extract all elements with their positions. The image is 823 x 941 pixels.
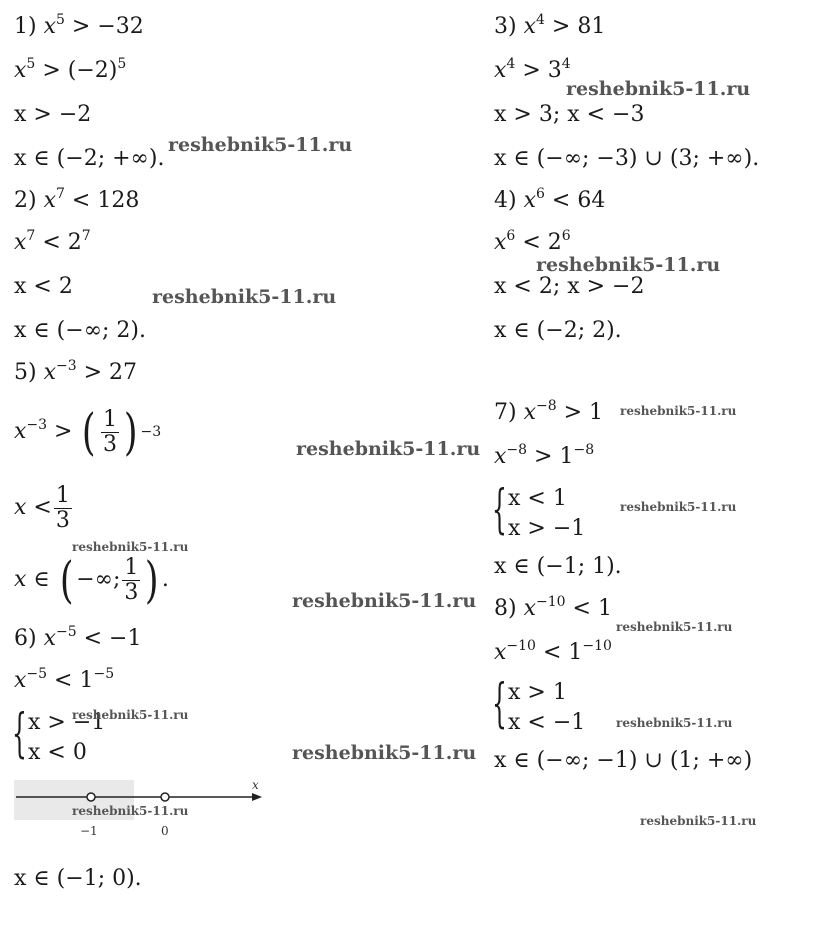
axis-var-label: x [252,778,259,792]
system-brace: { [492,480,507,540]
problem7-line2: $x^{-8} > 1^{-8}$ [494,442,595,469]
watermark: reshebnik5-11.ru [566,78,751,100]
problem2-answer: x ∈ (−∞; 2). [14,318,146,343]
problem1-line2: $x^5 > (-2)^5$ [14,56,127,83]
tick-label-b: 0 [161,824,169,838]
axis-arrow [252,793,262,801]
problem8-sys1: x > 1 [508,680,567,705]
fraction-numerator: 1 [55,482,70,508]
problem4-title: 4) $x^6 < 64$ [494,186,606,213]
problem7-answer: x ∈ (−1; 1). [494,554,622,579]
problem6-title: 6) $x^{-5} < -1$ [14,624,142,651]
watermark: reshebnik5-11.ru [640,814,757,828]
watermark: reshebnik5-11.ru [536,254,721,276]
problem4-line2: $x^6 < 2^6$ [494,228,571,255]
problem5-answer: x ∈ ( −∞; $\frac{1}{3}$ ) . [14,551,169,609]
watermark: reshebnik5-11.ru [72,708,189,722]
watermark: reshebnik5-11.ru [620,404,737,418]
system-brace: { [12,704,27,764]
problem7-sys1: x < 1 [508,486,567,511]
problem8-title: 8) $x^{-10} < 1$ [494,594,612,621]
fraction-numerator: 1 [124,554,139,580]
watermark: reshebnik5-11.ru [152,286,337,308]
open-point-b [161,793,169,801]
problem7-title: 7) $x^{-8} > 1$ [494,398,604,425]
problem2-line3: x < 2 [14,274,73,299]
watermark: reshebnik5-11.ru [620,500,737,514]
fraction-denominator: 3 [124,579,139,605]
problem3-title: 3) $x^4 > 81$ [494,12,606,39]
problem5-line2: $x^{-3}$ > ( $\frac{1}{3}$ ) −3 [14,403,162,461]
problem1-title: 1) $x^5 > -32$ [14,12,144,39]
problem5-title: 5) $x^{-3} > 27$ [14,358,138,385]
problem4-answer: x ∈ (−2; 2). [494,318,622,343]
problem3-line3: x > 3; x < −3 [494,102,645,127]
open-point-a [87,793,95,801]
problem3-line2: $x^4 > 3^4$ [494,56,571,83]
fraction-numerator: 1 [103,406,117,432]
problem6-sys2: x < 0 [28,740,87,765]
problem1-line3: x > −2 [14,102,92,127]
problem7-sys2: x > −1 [508,516,586,541]
watermark: reshebnik5-11.ru [168,134,353,156]
problem6-answer: x ∈ (−1; 0). [14,866,142,891]
system-brace: { [492,674,507,734]
problem6-sys1: x > −1 [28,710,106,735]
tick-label-a: −1 [80,824,98,838]
watermark: reshebnik5-11.ru [616,716,733,730]
problem2-title: 2) $x^7 < 128$ [14,186,140,213]
problem4-line3: x < 2; x > −2 [494,274,645,299]
watermark: reshebnik5-11.ru [616,620,733,634]
watermark: reshebnik5-11.ru [292,742,477,764]
problem1-answer: x ∈ (−2; +∞). [14,146,165,171]
watermark: reshebnik5-11.ru [72,540,189,554]
fraction-denominator: 3 [103,431,117,457]
problem3-answer: x ∈ (−∞; −3) ∪ (3; +∞). [494,146,760,171]
watermark: reshebnik5-11.ru [296,438,481,460]
problem2-line2: $x^7 < 2^7$ [14,228,91,255]
fraction-denominator: 3 [55,507,70,533]
problem8-answer: x ∈ (−∞; −1) ∪ (1; +∞) [494,748,753,773]
problem8-line2: $x^{-10} < 1^{-10}$ [494,638,612,665]
watermark: reshebnik5-11.ru [72,804,189,818]
problem6-line2: $x^{-5} < 1^{-5}$ [14,666,115,693]
problem5-line3: x < $\frac{1}{3}$ [14,482,70,533]
problem8-sys2: x < −1 [508,710,586,735]
watermark: reshebnik5-11.ru [292,590,477,612]
